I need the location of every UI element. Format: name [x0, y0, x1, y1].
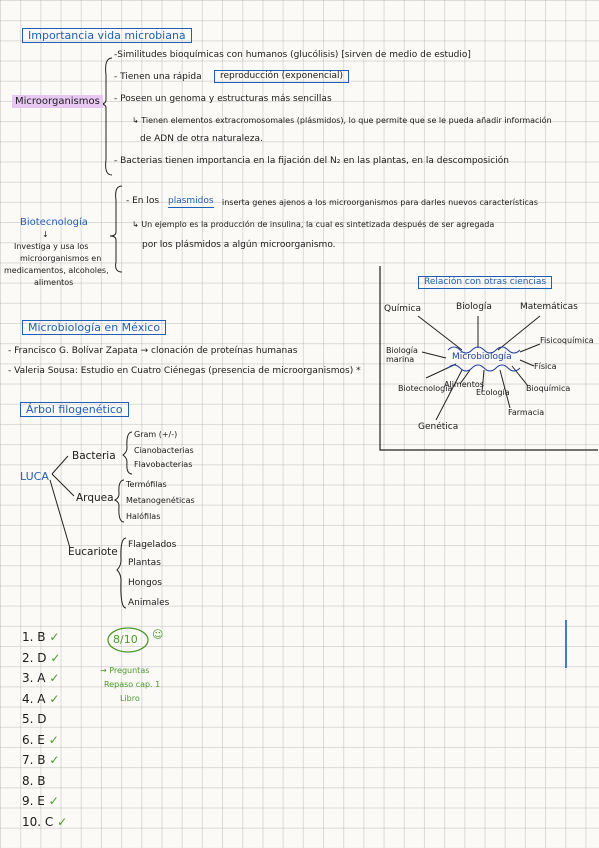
- section-title-importancia: Importancia vida microbiana: [22, 28, 192, 43]
- answer-item: 7. B ✓: [22, 753, 60, 767]
- answer-item: 2. D ✓: [22, 650, 61, 665]
- biotec-desc-4: alimentos: [34, 278, 74, 287]
- relacion-farmacia: Farmacia: [508, 408, 545, 417]
- answer-item: 1. B ✓: [22, 630, 60, 644]
- section-title-mexico: Microbiología en México: [22, 320, 166, 335]
- plasmid-line-3: por los plásmidos a algún microorganismo.: [142, 240, 336, 250]
- mexico-item-1: - Francisco G. Bolívar Zapata → clonación de proteínas humanas: [8, 346, 298, 356]
- relacion-biologia: Biología: [456, 302, 492, 312]
- reproduccion-highlight: reproducción (exponencial): [214, 70, 349, 83]
- eucariote-item-1: Flagelados: [128, 540, 177, 550]
- eucariote-item-3: Hongos: [128, 578, 162, 588]
- relacion-fisicoquimica: Fisicoquímica: [540, 336, 594, 345]
- bullet-2: - Tienen una rápida: [114, 72, 202, 82]
- relacion-bioquimica: Bioquímica: [526, 384, 571, 393]
- arquea-item-2: Metanogenéticas: [126, 496, 195, 505]
- relacion-quimica: Química: [384, 304, 422, 314]
- relacion-matematicas: Matemáticas: [520, 302, 578, 312]
- section-title-arbol: Árbol filogenético: [20, 402, 129, 417]
- bullet-6: - Bacterias tienen importancia en la fijación del N₂ en las plantas, en la descomposición: [114, 156, 509, 166]
- bacteria-item-1: Gram (+/-): [134, 430, 178, 439]
- score-note-3: Libro: [120, 694, 140, 703]
- luca-label: LUCA: [20, 470, 49, 483]
- biotec-desc-2: microorganismos en: [20, 254, 102, 263]
- arquea-item-3: Halófilas: [126, 512, 161, 521]
- plasmid-line-1a: - En los: [126, 196, 160, 206]
- eucariote-item-4: Animales: [128, 598, 170, 608]
- plasmid-line-1b: inserta genes ajenos a los microorganismos para darles nuevos características: [222, 198, 538, 207]
- biotec-desc-1: Investiga y usa los: [14, 242, 89, 251]
- arquea-label: Arquea: [76, 492, 114, 504]
- smile-icon: ☺: [152, 628, 164, 641]
- answer-item: 4. A ✓: [22, 691, 60, 706]
- relacion-alimentos: Alimentos: [444, 380, 484, 389]
- answer-list: [22, 630, 67, 835]
- relacion-genetica: Genética: [418, 422, 459, 432]
- biotec-label: Biotecnología: [20, 217, 88, 228]
- bacteria-item-3: Flavobacterias: [134, 460, 193, 469]
- relacion-microbiologia: Microbiología: [452, 352, 512, 362]
- plasmid-line-2: ↳ Un ejemplo es la producción de insulina, la cual es sintetizada después de ser agregada: [132, 220, 495, 229]
- answer-item: 9. E ✓: [22, 794, 59, 808]
- bullet-4: ↳ Tienen elementos extracromosomales (plásmidos), lo que permite que se le pueda añadir información: [132, 116, 552, 125]
- biotec-desc-3: medicamentos, alcoholes,: [4, 266, 109, 275]
- eucariote-label: Eucariote: [68, 546, 118, 558]
- relacion-title: Relación con otras ciencias: [418, 276, 552, 289]
- eucariote-item-2: Plantas: [128, 558, 161, 568]
- biotec-arrow: ↓: [42, 230, 49, 239]
- arquea-item-1: Termófilas: [126, 480, 167, 489]
- answer-item: 6. E ✓: [22, 732, 59, 747]
- relacion-fisica: Física: [534, 362, 557, 371]
- relacion-biotecnologia: Biotecnología: [398, 384, 453, 393]
- microorganismos-label: Microorganismos: [12, 95, 103, 108]
- answer-item: 5. D: [22, 712, 47, 726]
- answer-item: 3. A ✓: [22, 671, 60, 685]
- answer-item: 10. C ✓: [22, 814, 68, 829]
- bacteria-item-2: Cianobacterias: [134, 446, 194, 455]
- relacion-biologia-marina: Biología marina: [386, 346, 418, 364]
- bullet-5: de ADN de otra naturaleza.: [140, 134, 263, 144]
- score: 8/10: [113, 633, 138, 646]
- bullet-1: -Similitudes bioquímicas con humanos (glucólisis) [sirven de medio de estudio]: [114, 50, 471, 60]
- plasmidos-word: plasmidos: [168, 196, 214, 206]
- mexico-item-2: - Valeria Sousa: Estudio en Cuatro Ciénegas (presencia de microorganismos) *: [8, 366, 361, 376]
- score-note-2: Repaso cap. 1: [104, 680, 161, 689]
- score-note-1: → Preguntas: [100, 666, 150, 675]
- answer-item: 8. B: [22, 773, 46, 788]
- relacion-ecologia: Ecología: [476, 388, 510, 397]
- bullet-3: - Poseen un genoma y estructuras más sencillas: [114, 94, 332, 104]
- bacteria-label: Bacteria: [72, 450, 116, 462]
